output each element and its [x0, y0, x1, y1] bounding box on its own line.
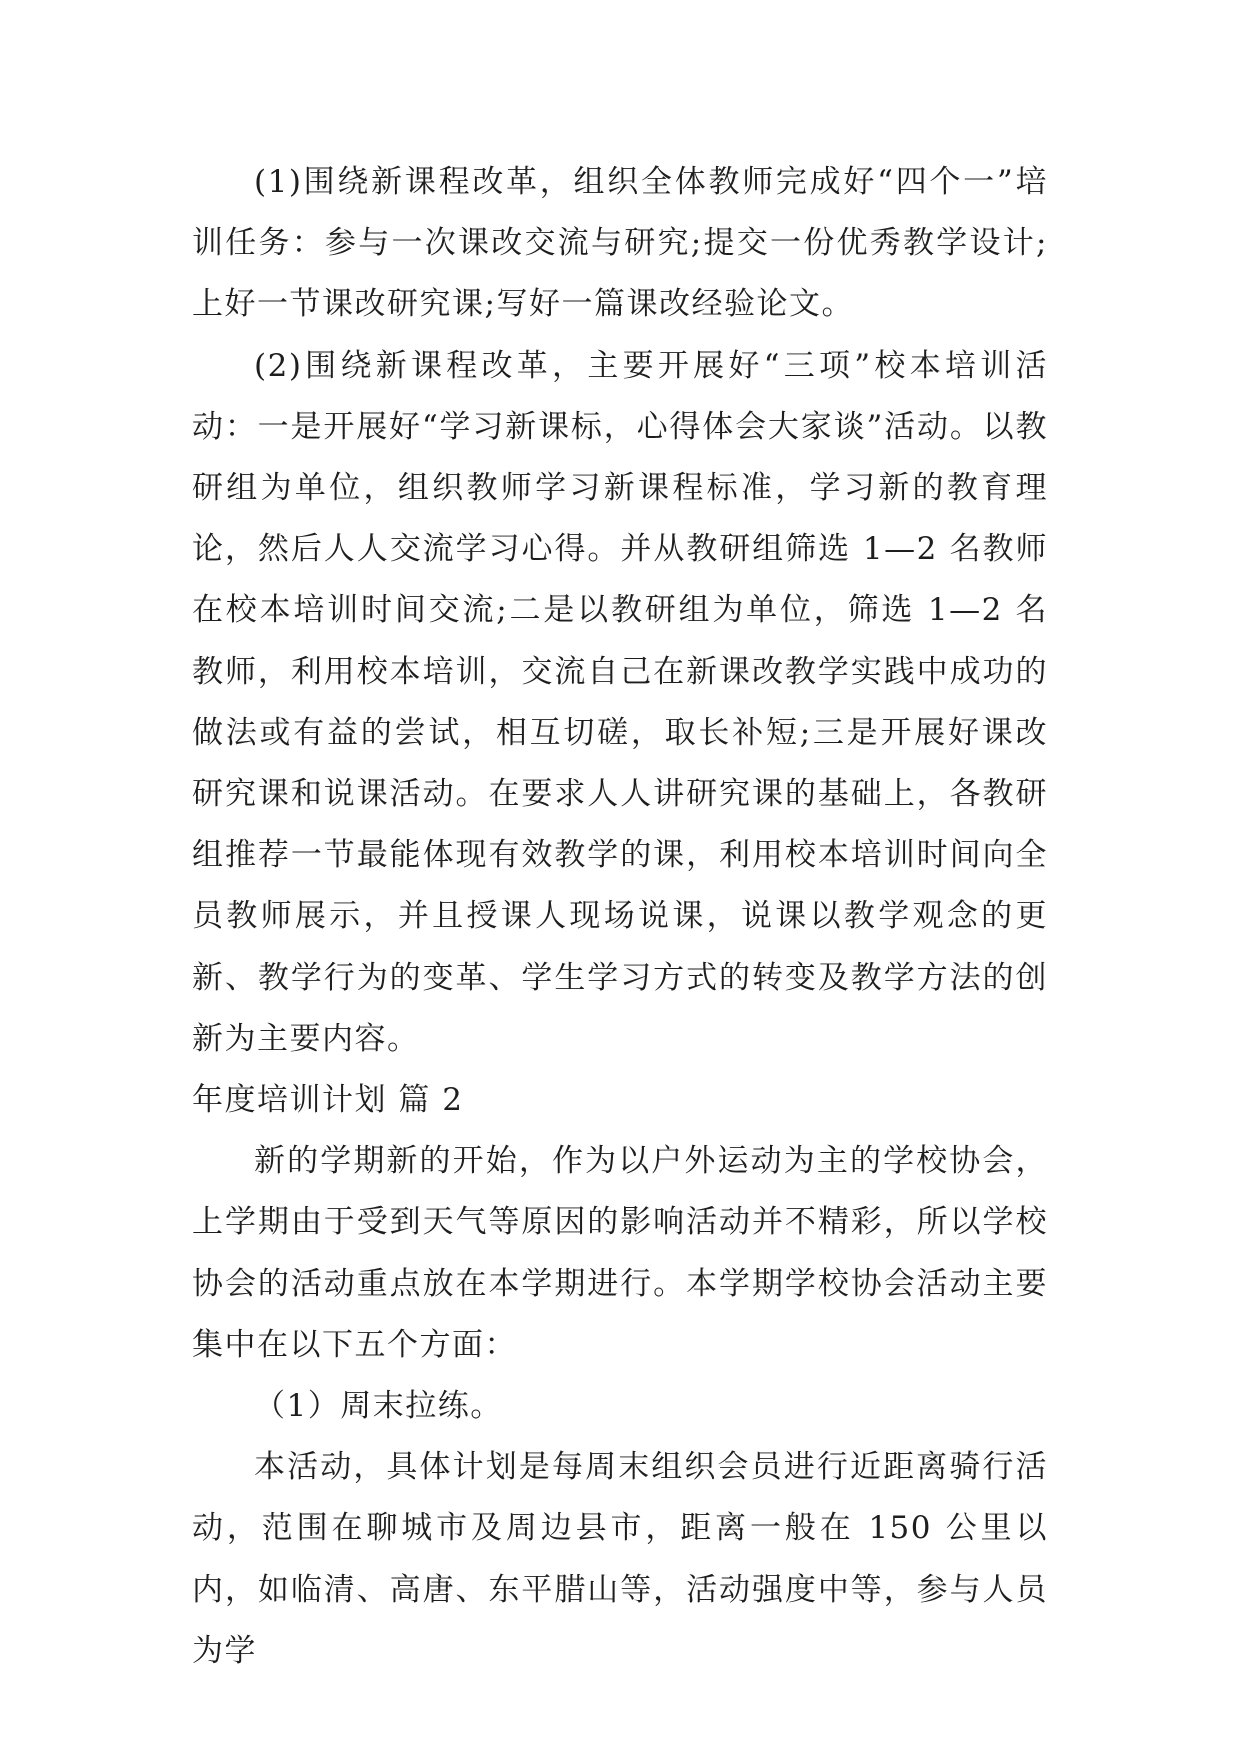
document-body: [192, 152, 1048, 1682]
section-heading: 年度培训计划 篇 2: [192, 1082, 464, 1119]
paragraph-item-2: (2)围绕新课程改革，主要开展好“三项”校本培训活动：一是开展好“学习新课标，心得体会大家谈”活动。以教研组为单位，组织教师学习新课程标准，学习新的教育理论，然后人人交流学习心得。并从教研组筛选 1—2 名教师在校本培训时间交流;二是以教研组为单位，筛选 1—2 名教师，利用校本培训，交流自己在新课改教学实践中成功的做法或有益的尝试，相互切磋，取长补短;三是开展好课改研究课和说课活动。在要求人人讲研究课的基础上，各教研组推荐一节最能体现有效教学的课，利用校本培训时间向全员教师展示，并且授课人现场说课，说课以教学观念的更新、教学行为的变革、学生学习方式的转变及教学方法的创新为主要内容。: [192, 347, 1048, 1057]
paragraph-activity-detail: 本活动，具体计划是每周末组织会员进行近距离骑行活动，范围在聊城市及周边县市，距离一般在 150 公里以内，如临清、高唐、东平腊山等，活动强度中等，参与人员为学: [192, 1449, 1048, 1669]
list-item-weekend-training: （1）周末拉练。: [254, 1388, 503, 1425]
paragraph-item-1: (1)围绕新课程改革，组织全体教师完成好“四个一”培训任务：参与一次课改交流与研究;提交一份优秀教学设计;上好一节课改研究课;写好一篇课改经验论文。: [192, 164, 1048, 323]
paragraph-intro: 新的学期新的开始，作为以户外运动为主的学校协会，上学期由于受到天气等原因的影响活动并不精彩，所以学校协会的活动重点放在本学期进行。本学期学校协会活动主要集中在以下五个方面：: [192, 1143, 1048, 1363]
